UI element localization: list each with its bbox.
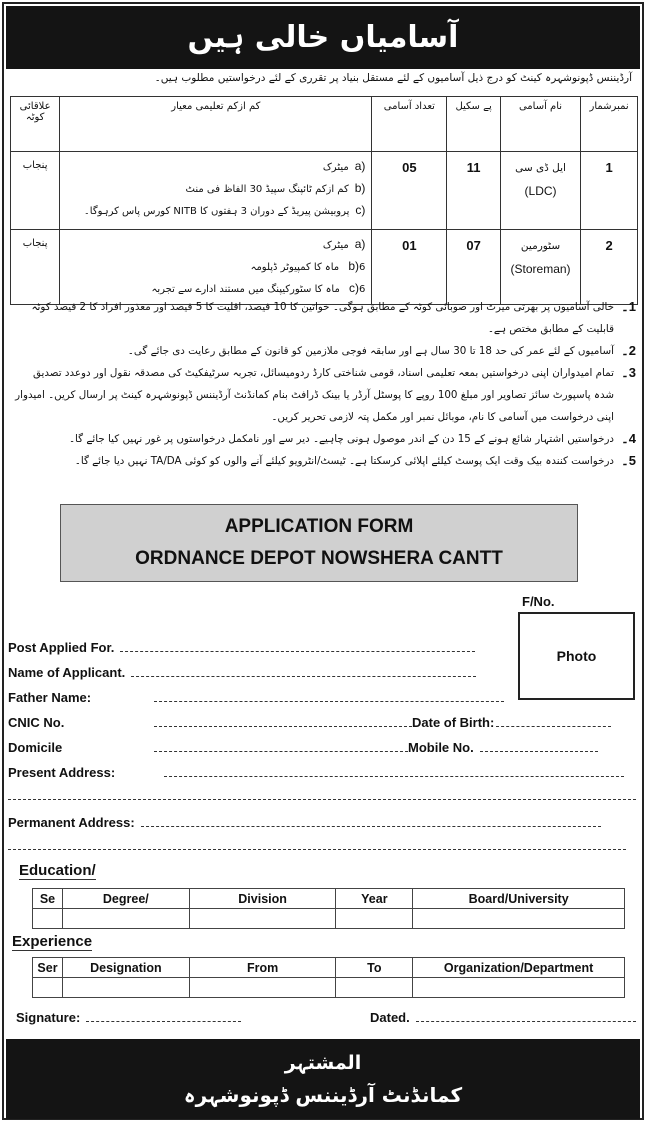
signature-line[interactable] — [86, 1021, 241, 1022]
mobile-line[interactable] — [480, 751, 598, 752]
education-item: b)6 ماہ کا کمپیوٹر ڈپلومہ — [250, 259, 366, 273]
post-applied-line[interactable] — [120, 651, 475, 652]
signature-field[interactable]: Signature: — [16, 1010, 241, 1025]
intro-text: آرڈیننس ڈپونوشہرہ کینٹ کو درج ذیل آسامیوں کے لئے مستقل بنیاد پر تقرری کے لئے درخواستیں مطلوب ہیں۔ — [154, 72, 632, 84]
post-name-cell: سٹورمین (Storeman) — [500, 230, 580, 305]
education-heading: Education/ — [19, 862, 96, 879]
education-header-row: Se Degree/ Division Year Board/University — [33, 889, 625, 909]
permanent-address-line-2[interactable] — [8, 849, 626, 850]
header-pay-scale: پے سکیل — [447, 97, 501, 152]
dated-field[interactable]: Dated. — [370, 1010, 636, 1025]
vacancies-table — [10, 96, 638, 305]
advertiser-banner — [6, 1039, 640, 1119]
education-cell — [60, 230, 372, 305]
education-item: b)کم ازکم ٹائپنگ سپیڈ 30 الفاظ فی منٹ — [185, 181, 366, 195]
photo-box — [518, 612, 635, 700]
father-name-line[interactable] — [154, 701, 504, 702]
education-item: c)6 ماہ کا سٹورکیپنگ میں مستند ادارے سے تجربہ — [151, 281, 366, 295]
header-post-name: نام آسامی — [500, 97, 580, 152]
table-header-row — [11, 97, 638, 152]
experience-header-row: Ser Designation From To Organization/Department — [33, 958, 625, 978]
dated-line[interactable] — [416, 1021, 636, 1022]
present-address-line-2[interactable] — [8, 799, 636, 800]
form-subtitle: ORDNANCE DEPOT NOWSHERA CANTT — [135, 548, 503, 569]
advertiser-label: المشتہر — [284, 1052, 362, 1074]
quota-cell: پنجاب — [11, 230, 60, 305]
header-serial: نمبرشمار — [581, 97, 638, 152]
vacancies-cell: 05 — [372, 152, 447, 230]
education-item: a)میٹرک — [322, 159, 366, 173]
table-row — [11, 230, 638, 305]
education-item: a)میٹرک — [322, 237, 366, 251]
domicile-field[interactable]: Domicile Mobile No. — [8, 740, 598, 755]
domicile-line[interactable] — [154, 751, 408, 752]
vacancies-cell: 01 — [372, 230, 447, 305]
term-item: 3۔ تمام امیدواران اپنی درخواستیں بمعہ تعلیمی اسناد، قومی شناختی کارڈ ردومیسائل، تجربہ سرٹیفکیٹ کی مصدقہ نقول اور دوعدد تصدیق شدہ پاسپورٹ سائز تصاویر اور مبلغ 100 روپے کا پوسٹل آرڈر یا بینک ڈرافٹ بنام کمانڈنٹ آرڈیننس ڈپونوشہرہ کینٹ پر ارسال کریں۔ امیدوار اپنی درخواست میں آسامی کا نام، موبائل نمبر اور مکمل پتہ لازمی تحریر کریں۔ — [15, 365, 636, 423]
advertiser-name: کمانڈنٹ آرڈیننس ڈپونوشہرہ — [183, 1083, 463, 1107]
terms-list — [10, 296, 636, 472]
father-name-field[interactable]: Father Name: — [8, 690, 504, 705]
permanent-address-field[interactable]: Permanent Address: — [8, 815, 601, 830]
dob-label: Date of Birth: — [412, 715, 495, 730]
education-item: c)پروبیشن پیریڈ کے دوران 3 ہفتوں کا NITB کورس پاس کرہوگا۔ — [83, 203, 366, 217]
table-row — [11, 152, 638, 230]
term-item: 5۔ درخواست کنندہ بیک وقت ایک پوسٹ کیلئے اپلائی کرسکتا ہے۔ ٹیسٹ/انٹرویو کیلئے آنے والوں کو کوئی TA/DA نہیں دیا جائے گا۔ — [74, 453, 636, 468]
pay-scale-cell: 11 — [447, 152, 501, 230]
present-address-field[interactable]: Present Address: — [8, 765, 624, 780]
permanent-address-line[interactable] — [141, 826, 601, 827]
quota-cell: پنجاب — [11, 152, 60, 230]
title-banner — [6, 6, 640, 69]
post-applied-field[interactable]: Post Applied For. — [8, 640, 475, 655]
pay-scale-cell: 07 — [447, 230, 501, 305]
applicant-name-line[interactable] — [131, 676, 476, 677]
term-item: 1۔ خالی آسامیوں پر بھرتی میرٹ اور صوبائی کوٹہ کے مطابق ہوگی۔ خواتین کا 10 فیصد، اقلیت کا 5 فیصد اور معذور افراد کا 2 فیصد کوٹہ قابلیت کے مطابق مختص ہے۔ — [31, 299, 636, 335]
dob-line[interactable] — [496, 726, 611, 727]
header-education: کم ازکم تعلیمی معیار — [60, 97, 372, 152]
application-form-banner — [60, 504, 578, 582]
header-quota: علاقائی کوٹہ — [11, 97, 60, 152]
present-address-line[interactable] — [164, 776, 624, 777]
form-title: APPLICATION FORM — [224, 516, 414, 537]
file-number-label: F/No. — [522, 594, 555, 609]
experience-entry-row[interactable] — [33, 978, 625, 998]
cnic-line[interactable] — [154, 726, 412, 727]
term-item: 2۔ آسامیوں کے لئے عمر کی حد 18 تا 30 سال ہے اور سابقہ فوجی ملازمین کو قانون کے مطابق رعایت دی جائے گی۔ — [127, 343, 636, 358]
serial-cell: 1 — [581, 152, 638, 230]
serial-cell: 2 — [581, 230, 638, 305]
page-title: آسامیاں خالی ہیں — [187, 20, 459, 55]
education-table — [32, 888, 625, 929]
term-item: 4۔ درخواستیں اشتہار شائع ہونے کے 15 دن کے اندر موصول ہونی چاہیے۔ دیر سے اور نامکمل درخواستوں پر غور نہیں کیا جائے گا۔ — [69, 431, 636, 446]
experience-table — [32, 957, 625, 998]
header-vacancies: تعداد آسامی — [372, 97, 447, 152]
mobile-label: Mobile No. — [408, 740, 474, 755]
applicant-name-field[interactable]: Name of Applicant. — [8, 665, 476, 680]
education-cell — [60, 152, 372, 230]
experience-heading: Experience — [12, 933, 93, 950]
post-name-cell: ایل ڈی سی (LDC) — [500, 152, 580, 230]
cnic-field[interactable]: CNIC No. Date of Birth: — [8, 715, 611, 730]
education-entry-row[interactable] — [33, 909, 625, 929]
photo-label: Photo — [556, 648, 597, 664]
advertisement-page — [2, 2, 644, 1120]
